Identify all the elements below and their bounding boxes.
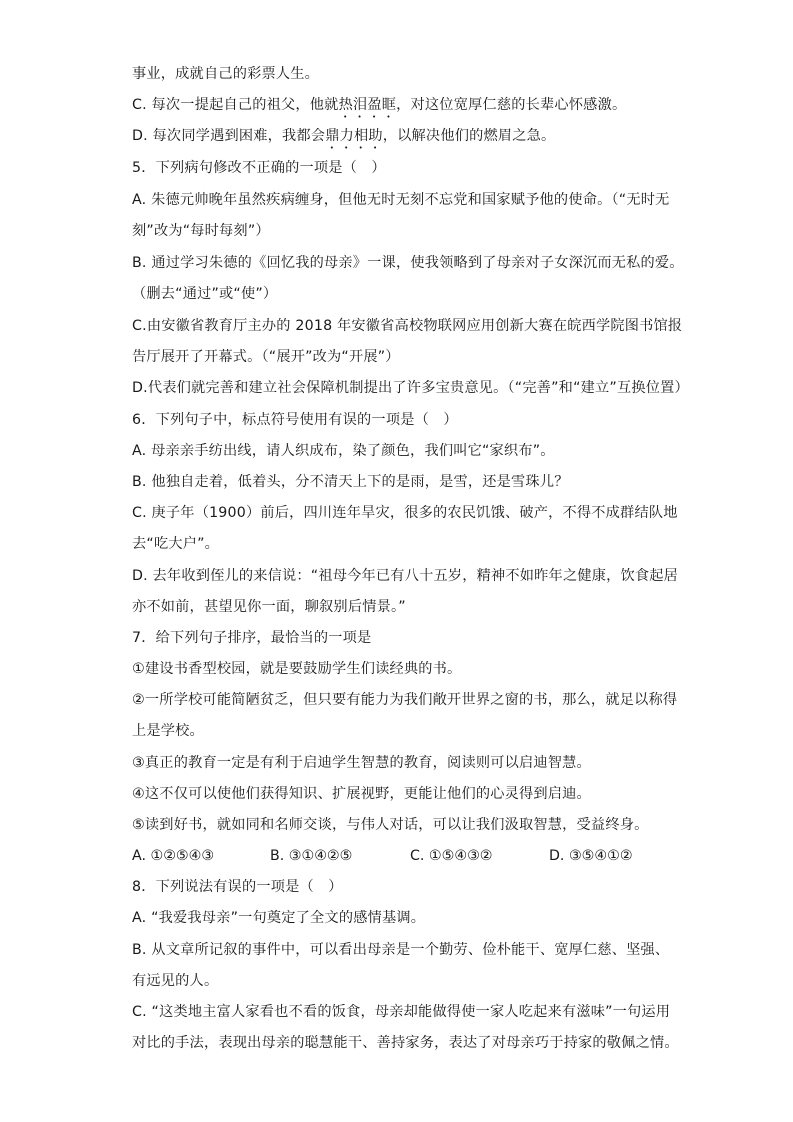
q6-option-d: D. 去年收到侄儿的来信说：“祖母今年已有八十五岁，精神不如昨年之健康，饮食起居 — [132, 568, 679, 584]
q8-option-a: A. “我爱我母亲”一句奠定了全文的感情基调。 — [132, 910, 426, 926]
question-8-stem: 8．下列说法有误的一项是（ ） — [132, 879, 343, 895]
text-segment: D. 每次同学遇到困难，我都会 — [132, 128, 326, 144]
option-c-line — [132, 95, 672, 121]
q5-option-c: C.由安徽省教育厅主办的 2018 年安徽省高校物联网应用创新大赛在皖西学院图书馆报 — [132, 318, 683, 334]
q5-option-a-cont: 刻”改为“每时每刻”） — [132, 223, 270, 239]
text-segment: ，对这位宽厚仁慈的长辈心怀感激。 — [396, 97, 627, 113]
q5-option-b: B. 通过学习朱德的《回忆我的母亲》一课，使我领略到了母亲对子女深沉而无私的爱。 — [132, 255, 684, 271]
q6-option-b: B. 他独自走着，低着头，分不清天上下的是雨，是雪，还是雪珠儿？ — [132, 474, 569, 490]
q8-option-b: B. 从文章所记叙的事件中，可以看出母亲是一个勤劳、俭朴能干、宽厚仁慈、坚强、 — [132, 942, 670, 958]
q7-option-d: D. ③⑤④①② — [549, 848, 633, 864]
q7-option-c: C. ①⑤④③② — [410, 848, 493, 864]
question-6-stem: 6．下列句子中，标点符号使用有误的一项是（ ） — [132, 412, 458, 428]
q7-sentence-4: ④这不仅可以使他们获得知识、扩展视野，更能让他们的心灵得到启迪。 — [132, 786, 591, 802]
q5-option-b-cont: （删去“通过”或“使”） — [132, 286, 278, 302]
q7-sentence-3: ③真正的教育一定是有利于启迪学生智慧的教育，阅读则可以启迪智慧。 — [132, 755, 591, 771]
q7-sentence-2-cont: 上是学校。 — [132, 723, 204, 739]
q6-option-a: A. 母亲亲手纺出线，请人织成布，染了颜色，我们叫它“家织布”。 — [132, 443, 555, 459]
question-7-stem: 7．给下列句子排序，最恰当的一项是 — [132, 630, 372, 646]
text-segment: ，以解决他们的燃眉之急。 — [382, 128, 556, 144]
q5-option-c-cont: 告厅展开了开幕式。（“展开”改为“开展”） — [132, 349, 400, 365]
option-d-line — [132, 126, 672, 152]
q7-sentence-1: ①建设书香型校园，就是要鼓励学生们读经典的书。 — [132, 661, 462, 677]
q5-option-d: D.代表们就完善和建立社会保障机制提出了许多宝贵意见。（“完善”和“建立”互换位置） — [132, 380, 689, 396]
q7-sentence-2: ②一所学校可能简陋贫乏，但只要有能力为我们敞开世界之窗的书，那么，就足以称得 — [132, 692, 678, 708]
q8-option-c-cont: 对比的手法，表现出母亲的聪慧能干、善持家务，表达了对母亲巧于持家的敬佩之情。 — [132, 1035, 679, 1051]
question-5-stem: 5．下列病句修改不正确的一项是（ ） — [132, 160, 386, 176]
q6-option-c: C. 庚子年（1900）前后，四川连年旱灾，很多的农民饥饿、破产，不得不成群结队地 — [132, 505, 678, 521]
q5-option-a: A. 朱德元帅晚年虽然疾病缠身，但他无时无刻不忘党和国家赋予他的使命。（“无时无 — [132, 192, 670, 208]
q7-option-b: B. ③①④②⑤ — [270, 848, 353, 864]
q8-option-b-cont: 有远见的人。 — [132, 973, 219, 989]
emphasized-phrase: 热泪盈眶 — [338, 97, 397, 113]
text-segment: C. 每次一提起自己的祖父，他就 — [132, 97, 339, 113]
q8-option-c: C. “这类地主富人家看也不看的饭食，母亲却能做得使一家人吃起来有滋味”一句运用 — [132, 1004, 671, 1020]
q6-option-c-cont: 去“吃大户”。 — [132, 536, 220, 552]
q6-option-d-cont: 亦不如前，甚望见你一面，聊叙别后情景。” — [132, 599, 406, 615]
emphasized-phrase: 鼎力相助 — [325, 128, 383, 144]
text-line: 事业，成就自己的彩票人生。 — [132, 66, 320, 82]
q7-sentence-5: ⑤读到好书，就如同和名师交谈，与伟人对话，可以让我们汲取智慧，受益终身。 — [132, 817, 649, 833]
q7-option-a: A. ①②⑤④③ — [132, 848, 215, 864]
